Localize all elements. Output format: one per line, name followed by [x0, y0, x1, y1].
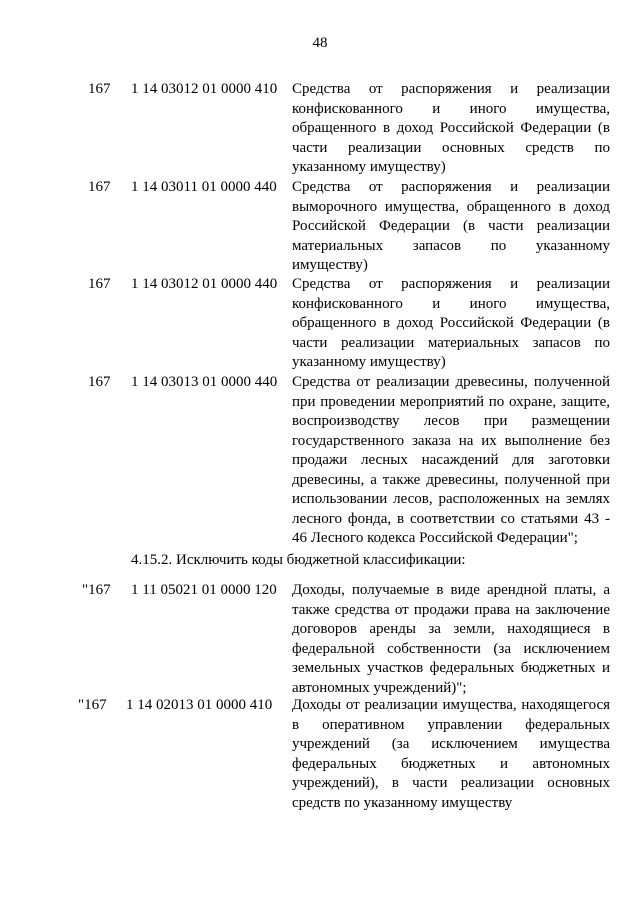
income-description: Доходы от реализации имущества, находящегося в оперативном управлении федеральных учреждений (за исключением имущества федеральных бюджетных и автономных учреждений), в части реализации основных средств по указанному имуществу — [292, 697, 610, 811]
page-number: 48 — [312, 35, 328, 51]
budget-classification-code: 1 11 05021 01 0000 120 — [131, 582, 277, 598]
admin-code: 167 — [88, 81, 111, 97]
budget-classification-code: 1 14 03012 01 0000 440 — [131, 276, 278, 292]
paragraph: 4.15.2. Исключить коды бюджетной классификации: — [131, 552, 466, 568]
admin-code: "167 — [82, 582, 111, 598]
admin-code: 167 — [88, 179, 111, 195]
budget-classification-code: 1 14 03013 01 0000 440 — [131, 374, 278, 390]
income-description: Доходы, получаемые в виде арендной платы, а также средства от продажи права на заключение договоров аренды за земли, находящиеся в федеральной собственности (за исключением земельных участков федеральных бюджетных и автономных учреждений)"; — [292, 582, 610, 696]
admin-code: "167 — [78, 697, 107, 713]
budget-classification-code: 1 14 03012 01 0000 410 — [131, 81, 278, 97]
budget-classification-code: 1 14 02013 01 0000 410 — [126, 697, 273, 713]
income-description: Средства от распоряжения и реализации выморочного имущества, обращенного в доход Российской Федерации (в части реализации материальных запасов по указанному имуществу) — [292, 179, 610, 273]
income-description: Средства от реализации древесины, полученной при проведении мероприятий по охране, защите, воспроизводству лесов при размещении государственного заказа на их выполнение без продажи лесных насаждений для заготовки древесины, а также древесины, полученной при использовании лесов, расположенных на землях лесного фонда, в соответствии со статьями 43 - 46 Лесного кодекса Российской Федерации"; — [292, 374, 610, 546]
budget-classification-code: 1 14 03011 01 0000 440 — [131, 179, 277, 195]
income-description: Средства от распоряжения и реализации конфискованного и иного имущества, обращенного в доход Российской Федерации (в части реализации материальных запасов по указанному имуществу) — [292, 276, 610, 370]
income-description: Средства от распоряжения и реализации конфискованного и иного имущества, обращенного в доход Российской Федерации (в части реализации основных средств по указанному имуществу) — [292, 81, 610, 175]
admin-code: 167 — [88, 374, 111, 390]
admin-code: 167 — [88, 276, 111, 292]
